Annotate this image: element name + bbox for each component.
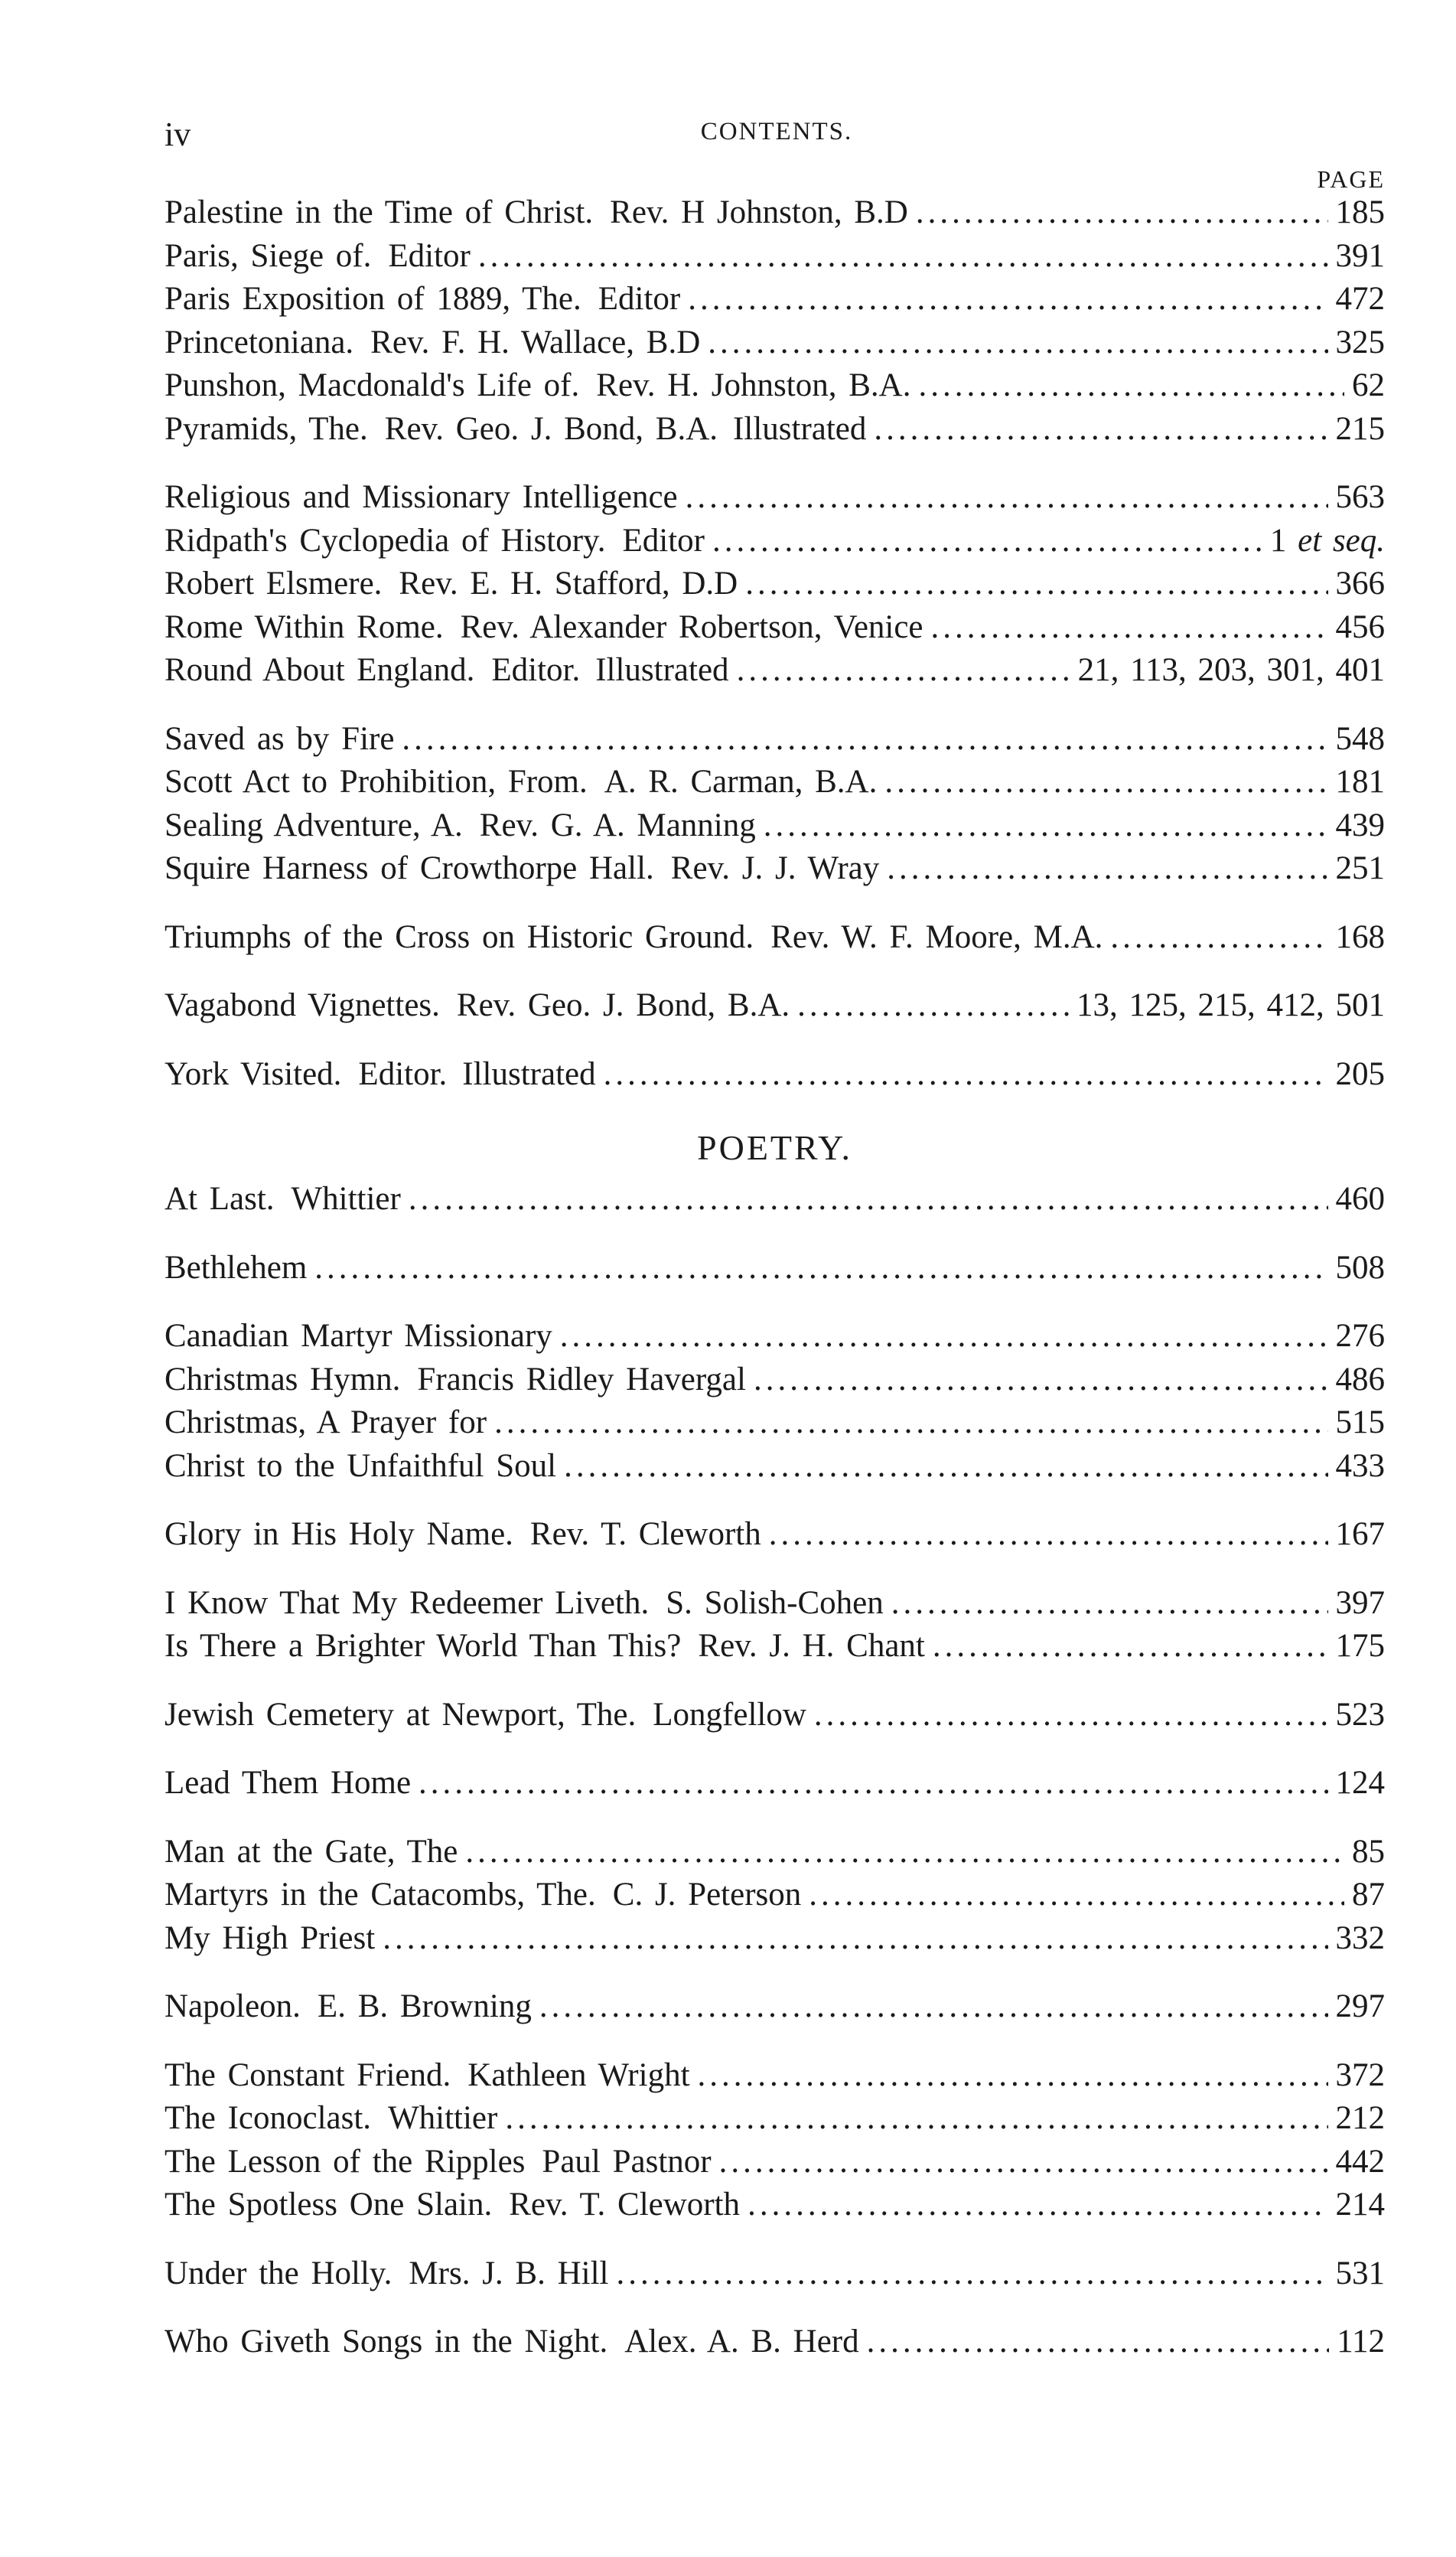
dot-leader — [814, 1694, 1328, 1737]
toc-group — [164, 2054, 1385, 2227]
entry-title: Martyrs in the Catacombs, The. — [164, 1877, 596, 1913]
entry-title: Palestine in the Time of Christ. — [164, 194, 594, 230]
entry-title: At Last. — [164, 1181, 275, 1217]
poetry-heading: POETRY. — [697, 1128, 852, 1167]
entry-page-number: 212 — [1335, 2100, 1385, 2136]
entry-page-number: 124 — [1335, 1765, 1385, 1801]
toc-entry — [164, 2141, 1385, 2184]
toc-entry — [164, 1762, 1385, 1805]
dot-leader — [560, 1315, 1328, 1358]
entry-page-number: 515 — [1335, 1404, 1385, 1440]
toc-group — [164, 191, 1385, 451]
entry-title: I Know That My Redeemer Liveth. — [164, 1584, 650, 1621]
entry-title: Robert Elsmere. — [164, 566, 383, 602]
entry-title: The Lesson of the Ripples — [164, 2143, 526, 2180]
dot-leader — [887, 847, 1327, 891]
dot-leader — [402, 718, 1327, 762]
entry-page-number: 548 — [1335, 720, 1385, 757]
entry-author: Rev. H. Johnston, B.A. — [596, 367, 911, 403]
dot-leader — [769, 1513, 1328, 1557]
toc-group — [164, 916, 1385, 960]
entry-author: Rev. H Johnston, B.D — [610, 194, 908, 230]
toc-entry — [164, 2321, 1385, 2364]
toc-entry — [164, 2184, 1385, 2227]
entry-page-number: 531 — [1335, 2255, 1385, 2291]
entry-author: Rev. J. J. Wray — [670, 850, 880, 886]
entry-page-number: 391 — [1335, 237, 1385, 274]
entry-page-number: 13, 125, 215, 412, 501 — [1077, 987, 1385, 1023]
dot-leader — [719, 2141, 1328, 2184]
toc-group — [164, 1513, 1385, 1557]
entry-title: York Visited. — [164, 1055, 342, 1092]
entry-title: Ridpath's Cyclopedia of History. — [164, 522, 606, 559]
entry-page-number: 486 — [1335, 1361, 1385, 1398]
dot-leader — [617, 2252, 1328, 2296]
toc-entry — [164, 847, 1385, 891]
entry-title: Man at the Gate, The — [164, 1833, 458, 1870]
toc-entry — [164, 563, 1385, 606]
entry-page-number: 251 — [1335, 850, 1385, 886]
page-header — [164, 115, 1389, 168]
toc-entry — [164, 1178, 1385, 1221]
entry-title: Christmas, A Prayer for — [164, 1404, 487, 1440]
dot-leader — [745, 563, 1327, 606]
entry-title: Princetoniana. — [164, 324, 354, 360]
entry-author: Francis Ridley Havergal — [417, 1361, 746, 1398]
dot-leader — [604, 1053, 1328, 1097]
entry-author: C. J. Peterson — [612, 1877, 802, 1913]
dot-leader — [748, 2184, 1327, 2227]
toc-entry — [164, 1053, 1385, 1097]
entry-page-number: 460 — [1335, 1181, 1385, 1217]
entry-note: Illustrated — [462, 1055, 596, 1092]
toc-group — [164, 1694, 1385, 1737]
entry-title: Saved as by Fire — [164, 720, 395, 757]
entry-author: Editor. — [358, 1055, 448, 1092]
entry-page-number: 563 — [1335, 479, 1385, 515]
toc-group — [164, 2252, 1385, 2296]
toc-group — [164, 984, 1385, 1028]
entry-author: Paul Pastnor — [542, 2143, 712, 2180]
toc-entry — [164, 2097, 1385, 2141]
entry-title: Who Giveth Songs in the Night. — [164, 2324, 608, 2360]
entry-author: Rev. Geo. J. Bond, B.A. — [456, 987, 790, 1023]
entry-author: Rev. E. H. Stafford, D.D — [399, 566, 738, 602]
toc-entry — [164, 520, 1385, 563]
toc-entry — [164, 1401, 1385, 1445]
entry-title: Scott Act to Prohibition, From. — [164, 764, 588, 800]
entry-author: Editor — [598, 281, 681, 317]
toc-group — [164, 718, 1385, 891]
entry-title: The Spotless One Slain. — [164, 2187, 493, 2223]
entry-author: Whittier — [291, 1181, 401, 1217]
toc-group — [164, 1985, 1385, 2029]
entry-title: Is There a Brighter World Than This? — [164, 1628, 682, 1664]
entry-title: Sealing Adventure, A. — [164, 807, 463, 843]
dot-leader — [737, 649, 1070, 693]
toc-group — [164, 1762, 1385, 1805]
entry-author: S. Solish-Cohen — [666, 1584, 884, 1621]
entry-title: Under the Holly. — [164, 2255, 393, 2291]
entry-title: Paris, Siege of. — [164, 237, 372, 274]
entry-author: Longfellow — [653, 1696, 806, 1733]
entry-author: Kathleen Wright — [467, 2056, 690, 2093]
toc-group — [164, 2321, 1385, 2364]
toc-entry — [164, 1917, 1385, 1961]
toc-entry — [164, 1625, 1385, 1668]
toc-entry — [164, 649, 1385, 693]
entry-title: Punshon, Macdonald's Life of. — [164, 367, 580, 403]
dot-leader — [409, 1178, 1328, 1221]
dot-leader — [539, 1985, 1328, 2029]
entry-page-number: 215 — [1335, 410, 1385, 447]
dot-leader — [916, 191, 1328, 235]
dot-leader — [708, 321, 1327, 365]
entry-title: My High Priest — [164, 1919, 376, 1956]
toc-entry — [164, 804, 1385, 848]
entry-author: Rev. G. A. Manning — [479, 807, 756, 843]
entry-author: Editor — [622, 522, 705, 559]
entry-page-number: 456 — [1335, 608, 1385, 645]
entry-title: Christ to the Unfaithful Soul — [164, 1447, 557, 1484]
entry-page-number: 325 — [1335, 324, 1385, 360]
entry-note: Illustrated — [733, 410, 867, 447]
entry-title: Lead Them Home — [164, 1765, 412, 1801]
toc-entry — [164, 364, 1385, 408]
toc-entry — [164, 1247, 1385, 1290]
entry-author: Rev. F. H. Wallace, B.D — [370, 324, 701, 360]
entry-page-number: 214 — [1335, 2187, 1385, 2223]
toc-entry — [164, 321, 1385, 365]
entry-author: Rev. Alexander Robertson, Venice — [460, 608, 923, 645]
entry-page-number: 366 — [1335, 566, 1385, 602]
dot-leader — [698, 2054, 1328, 2098]
toc-group — [164, 1582, 1385, 1668]
entry-title: The Iconoclast. — [164, 2100, 372, 2136]
dot-leader — [686, 476, 1328, 520]
toc-group — [164, 1315, 1385, 1488]
entry-author: Rev. Geo. J. Bond, B.A. — [384, 410, 718, 447]
entry-author: Editor — [388, 237, 471, 274]
dot-leader — [1110, 916, 1327, 960]
dot-leader — [314, 1247, 1327, 1290]
entry-page-number: 297 — [1335, 1988, 1385, 2024]
toc-entry — [164, 1315, 1385, 1358]
page-number: iv — [164, 116, 191, 153]
dot-leader — [564, 1445, 1327, 1489]
toc-group — [164, 1053, 1385, 1097]
toc-entry — [164, 1831, 1385, 1874]
toc-entry — [164, 1445, 1385, 1489]
entry-title: Napoleon. — [164, 1988, 301, 2024]
entry-title: Christmas Hymn. — [164, 1361, 401, 1398]
entry-title: Triumphs of the Cross on Historic Ground. — [164, 918, 754, 955]
entry-title: Round About England. — [164, 652, 475, 688]
entry-title: The Constant Friend. — [164, 2056, 451, 2093]
toc-group — [164, 1831, 1385, 1961]
poetry-section — [164, 1178, 1385, 2364]
entry-title: Pyramids, The. — [164, 410, 368, 447]
entry-note: Illustrated — [595, 652, 729, 688]
entry-page-number: 205 — [1335, 1055, 1385, 1092]
entry-title: Jewish Cemetery at Newport, The. — [164, 1696, 637, 1733]
entry-page-number: 508 — [1335, 1249, 1385, 1286]
toc-entry — [164, 761, 1385, 804]
dot-leader — [933, 1625, 1328, 1668]
entry-title: Rome Within Rome. — [164, 608, 444, 645]
entry-page-number: 472 — [1335, 281, 1385, 317]
running-title: CONTENTS. — [700, 118, 853, 145]
entry-author: Rev. W. F. Moore, M.A. — [770, 918, 1103, 955]
toc-entry — [164, 606, 1385, 650]
entry-page-number: 433 — [1335, 1447, 1385, 1484]
entry-page-number: 85 — [1352, 1833, 1385, 1870]
page-column-label: PAGE — [1317, 165, 1385, 193]
dot-leader — [465, 1831, 1344, 1874]
dot-leader — [505, 2097, 1327, 2141]
toc-entry — [164, 1874, 1385, 1917]
entry-author: Mrs. J. B. Hill — [409, 2255, 609, 2291]
dot-leader — [383, 1917, 1327, 1961]
entry-page-number: 168 — [1335, 918, 1385, 955]
entry-author: Alex. A. B. Herd — [624, 2324, 859, 2360]
toc-group — [164, 1247, 1385, 1290]
toc-entry — [164, 916, 1385, 960]
dot-leader — [874, 408, 1327, 452]
entry-page-number: 523 — [1335, 1696, 1385, 1733]
entry-page-number: 21, 113, 203, 301, 401 — [1077, 652, 1385, 688]
dot-leader — [797, 984, 1069, 1028]
dot-leader — [867, 2321, 1329, 2364]
prose-section — [164, 191, 1385, 1096]
dot-leader — [712, 520, 1262, 563]
toc-entry — [164, 1582, 1385, 1626]
toc-entry — [164, 718, 1385, 762]
dot-leader — [931, 606, 1328, 650]
entry-author: A. R. Carman, B.A. — [604, 764, 878, 800]
entry-title: Squire Harness of Crowthorpe Hall. — [164, 850, 654, 886]
dot-leader — [918, 364, 1344, 408]
table-of-contents — [164, 165, 1385, 2389]
toc-group — [164, 476, 1385, 693]
entry-page-number: 185 — [1335, 194, 1385, 230]
entry-page-number: 332 — [1335, 1919, 1385, 1956]
entry-author: Editor. — [491, 652, 581, 688]
toc-entry — [164, 1985, 1385, 2029]
toc-entry — [164, 191, 1385, 235]
toc-entry — [164, 278, 1385, 321]
dot-leader — [419, 1762, 1327, 1805]
toc-entry — [164, 235, 1385, 279]
entry-page-number: 62 — [1352, 367, 1385, 403]
entry-page-number: 181 — [1335, 764, 1385, 800]
toc-entry — [164, 984, 1385, 1028]
entry-page-number: 87 — [1352, 1877, 1385, 1913]
dot-leader — [754, 1358, 1328, 1402]
dot-leader — [884, 761, 1327, 804]
entry-page-number: 1 et seq. — [1269, 522, 1385, 559]
toc-entry — [164, 1694, 1385, 1737]
entry-author: Rev. T. Cleworth — [509, 2187, 741, 2223]
entry-page-number: 439 — [1335, 807, 1385, 843]
dot-leader — [494, 1401, 1327, 1445]
entry-page-number: 175 — [1335, 1628, 1385, 1664]
toc-entry — [164, 476, 1385, 520]
toc-entry — [164, 2054, 1385, 2098]
entry-title: Canadian Martyr Missionary — [164, 1318, 552, 1354]
entry-page-number: 112 — [1337, 2324, 1385, 2360]
entry-page-number: 442 — [1335, 2143, 1385, 2180]
dot-leader — [764, 804, 1328, 848]
entry-page-number: 397 — [1335, 1584, 1385, 1621]
entry-author: Whittier — [388, 2100, 498, 2136]
toc-entry — [164, 1513, 1385, 1557]
entry-title: Glory in His Holy Name. — [164, 1516, 513, 1552]
entry-title: Paris Exposition of 1889, The. — [164, 281, 581, 317]
toc-entry — [164, 2252, 1385, 2296]
dot-leader — [891, 1582, 1328, 1626]
entry-page-number: 167 — [1335, 1516, 1385, 1552]
dot-leader — [688, 278, 1327, 321]
entry-author: Rev. J. H. Chant — [698, 1628, 925, 1664]
entry-page-number: 372 — [1335, 2056, 1385, 2093]
entry-title: Vagabond Vignettes. — [164, 987, 440, 1023]
toc-entry — [164, 1358, 1385, 1402]
toc-entry — [164, 408, 1385, 452]
dot-leader — [809, 1874, 1344, 1917]
entry-title: Bethlehem — [164, 1249, 308, 1286]
entry-author: Rev. T. Cleworth — [529, 1516, 761, 1552]
entry-page-number: 276 — [1335, 1318, 1385, 1354]
dot-leader — [478, 235, 1328, 279]
toc-group — [164, 1178, 1385, 1221]
entry-title: Religious and Missionary Intelligence — [164, 479, 678, 515]
entry-author: E. B. Browning — [317, 1988, 532, 2024]
